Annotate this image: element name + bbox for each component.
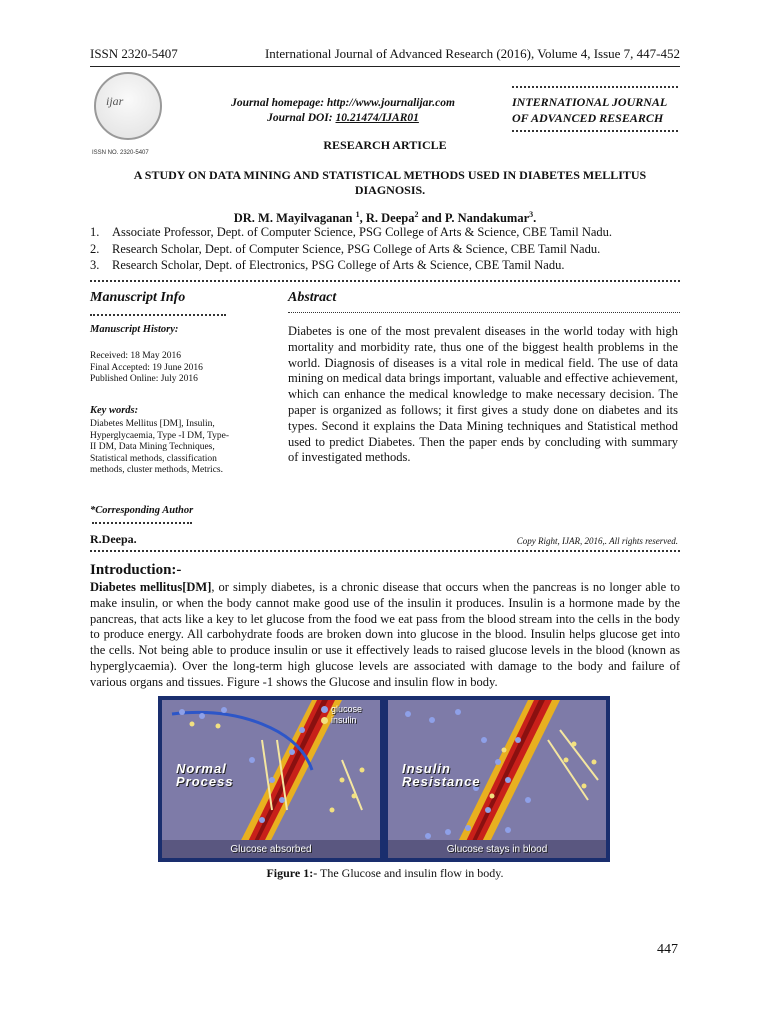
journal-name-box	[498, 86, 678, 132]
published-date: Published Online: July 2016	[90, 374, 198, 384]
resistance-label-line-1: Insulin	[402, 761, 451, 776]
dotted-rule	[512, 130, 678, 132]
glucose-dot-icon	[321, 706, 328, 713]
paper-title: A STUDY ON DATA MINING AND STATISTICAL METHODS USED IN DIABETES MELLITUS DIAGNOSIS.	[133, 168, 647, 197]
normal-label-line-1: Normal	[176, 761, 227, 776]
journal-name-line-2: OF ADVANCED RESEARCH	[512, 111, 664, 125]
glucose-absorbed-caption: Glucose absorbed	[230, 844, 312, 855]
page-number: 447	[657, 942, 678, 957]
affiliation-number: 3.	[90, 258, 100, 272]
figure-caption	[90, 866, 680, 881]
normal-label-line-2: Process	[176, 774, 234, 789]
figure-panel-resistance	[388, 700, 606, 858]
journal-homepage[interactable]: Journal homepage: http://www.journalijar.com	[231, 97, 455, 109]
manuscript-dates	[90, 351, 203, 386]
keywords-label: Key words:	[90, 405, 139, 416]
logo-issn: ISSN NO. 2320-5407	[92, 150, 149, 156]
affiliation-item	[90, 224, 680, 241]
logo-text: ijar	[106, 94, 124, 108]
author-3: and P. Nandakumar	[418, 211, 530, 226]
header-rule	[90, 66, 680, 67]
figure-caption-label: Figure 1:-	[266, 866, 318, 880]
abstract-heading: Abstract	[288, 290, 337, 305]
issn-text: ISSN 2320-5407	[90, 46, 178, 61]
figure-legend	[321, 704, 362, 726]
author-2-affil: 2	[414, 210, 419, 219]
resistance-label-line-2: Resistance	[402, 774, 481, 789]
affiliation-text: Research Scholar, Dept. of Computer Science, PSG College of Arts & Science, CBE Tamil Nadu.	[112, 241, 601, 256]
article-type: RESEARCH ARTICLE	[323, 138, 447, 152]
dotted-rule	[512, 86, 678, 88]
manuscript-dotted-rule	[90, 314, 226, 316]
figure-panel-normal	[162, 700, 380, 858]
corresponding-author-label: *Corresponding Author	[90, 505, 194, 516]
journal-doi	[218, 111, 468, 126]
figure-1	[158, 696, 610, 862]
running-header	[90, 42, 680, 64]
abstract-dotted-rule	[288, 312, 680, 313]
manuscript-history-label: Manuscript History:	[90, 324, 179, 335]
logo-emblem	[94, 72, 162, 140]
affiliation-number: 2.	[90, 241, 100, 256]
glucose-stays-caption: Glucose stays in blood	[446, 844, 548, 855]
legend-insulin	[321, 715, 362, 726]
author-1-affil: 1	[355, 210, 360, 219]
affiliation-item	[90, 257, 680, 274]
doi-link[interactable]: 10.21474/IJAR01	[335, 112, 419, 124]
abstract-body: Diabetes is one of the most prevalent diseases in the world today with high mortality and morbidity rate, thus one of the biggest health problems in the world. Diagnosis of diseases is a vital role in medical field. The use of data mining on medical data brings important, valuable and effective achievement, which can enhance the medical knowledge to make necessary decision. The paper is organized as follows; it first gives a study done on diabetes and its types. Second it explains the Data Mining techniques and Statistical method used to predict Diabetes. Then the paper ends by concluding with summary of investigated methods.	[288, 324, 678, 465]
affiliation-number: 1.	[90, 225, 100, 239]
legend-insulin-label: insulin	[330, 715, 357, 725]
author-3-affil: 3	[529, 210, 534, 219]
keywords-text: Diabetes Mellitus [DM], Insulin, Hyperglycaemia, Type -I DM, Type-II DM, Data Mining Techniques, Statistical methods, classification methods, cluster methods, Metrics.	[90, 419, 230, 475]
corresponding-dotted-rule	[92, 522, 192, 524]
figure-caption-text: The Glucose and insulin flow in body.	[317, 866, 504, 880]
journal-name-line-1: INTERNATIONAL JOURNAL	[512, 95, 668, 109]
author-2: , R. Deepa	[359, 211, 415, 226]
insulin-dot-icon	[321, 717, 328, 724]
introduction-heading: Introduction:-	[90, 562, 182, 578]
authors-end: .	[533, 211, 537, 226]
introduction-text: , or simply diabetes, is a chronic disease that occurs when the pancreas is no longer able to make insulin, or when the body cannot make good use of the insulin it produces. Insulin is a hormone made by the pancreas, that acts like a key to let glucose from the food we eat pass from the blood stream into the cells in the body to produce energy. All carbohydrate foods are broken down into glucose in the blood. Insulin helps glucose get into the cells. Not being able to produce insulin or use it effectively leads to raised glucose levels in the blood (known as hyperglycaemia). Over the long-term high glucose levels are associated with damage to the body and failure of various organs and tissues. Figure -1 shows the Glucose and insulin flow in body.	[90, 580, 680, 689]
accepted-date: Final Accepted: 19 June 2016	[90, 362, 203, 373]
introduction-body	[90, 580, 680, 691]
legend-glucose-label: glucose	[330, 704, 362, 714]
affiliations-list	[90, 224, 680, 274]
copyright-notice: Copy Right, IJAR, 2016,. All rights reserved.	[516, 536, 678, 546]
insulin-resistance-label	[402, 762, 481, 788]
author-1: DR. M. Mayilvaganan	[233, 211, 356, 226]
affiliation-item	[90, 241, 680, 258]
journal-links	[218, 96, 468, 126]
journal-citation-line: International Journal of Advanced Research (2016), Volume 4, Issue 7, 447-452	[264, 46, 680, 61]
legend-glucose	[321, 704, 362, 715]
affiliation-text: Research Scholar, Dept. of Electronics, PSG College of Arts & Science, CBE Tamil Nadu.	[112, 258, 565, 272]
section-divider	[90, 280, 680, 282]
corresponding-author-name: R.Deepa.	[90, 532, 137, 546]
manuscript-info-heading: Manuscript Info	[90, 290, 186, 305]
introduction-lead-term: Diabetes mellitus[DM]	[90, 580, 212, 594]
affiliation-text: Associate Professor, Dept. of Computer Science, PSG College of Arts & Science, CBE Tamil Nadu.	[112, 225, 613, 239]
normal-process-label	[176, 762, 234, 788]
received-date: Received: 18 May 2016	[90, 351, 182, 361]
doi-label: Journal DOI:	[267, 112, 336, 124]
abstract-end-rule	[90, 550, 680, 552]
